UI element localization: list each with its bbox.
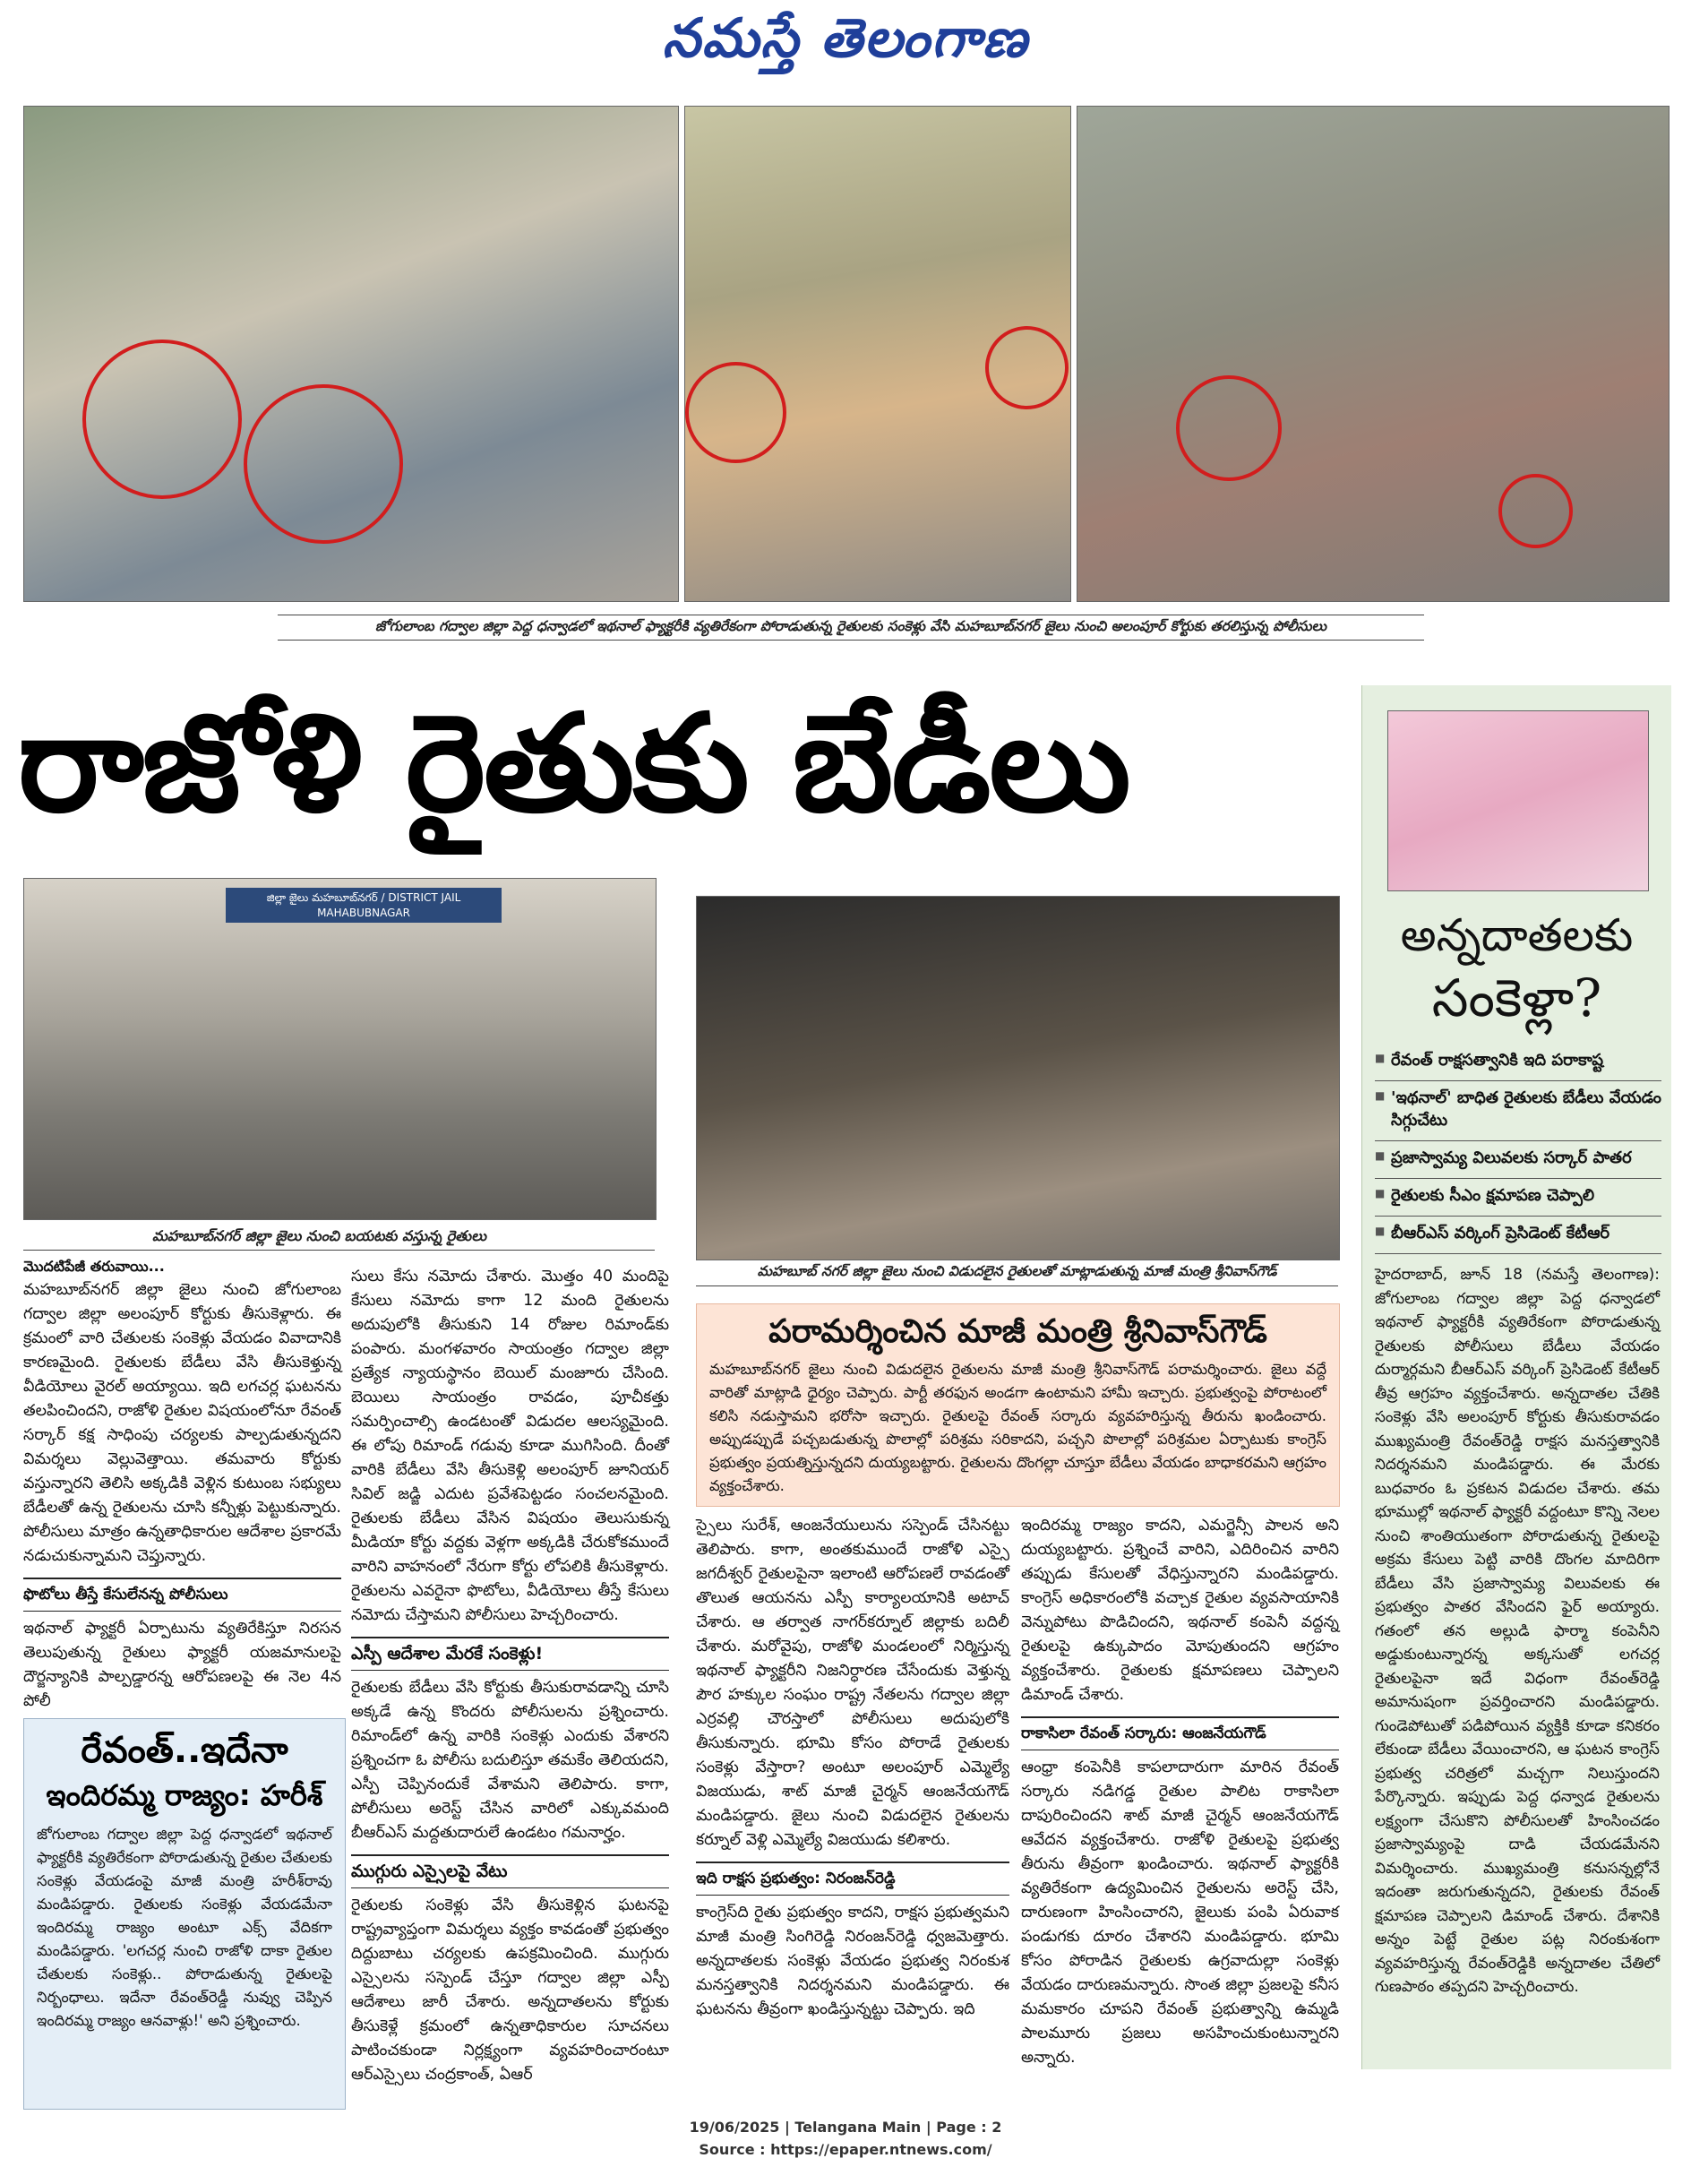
article-paragraph: సులు కేసు నమోదు చేశారు. మొత్తం 40 మందిపై కేసులు నమోదు కాగా 12 మంది రైతులను అదుపులోకి తీసుకుని 14 రోజుల రిమాండ్‌కు పంపారు. మంగళవారం సాయంత్రం గద్వాల జిల్లా ప్రత్యేక న్యాయస్థానం బెయిల్ మంజూరు చేసింది. బెయిలు సాయంత్రం రావడం, పూచీకత్తు సమర్పించాల్సి ఉండటంతో విడుదల ఆలస్యమైంది. ఈ లోపు రిమాండ్ గడువు కూడా ముగిసింది. దీంతో వారికి బేడీలు వేసి తీసుకెళ్లి అలంపూర్ జూనియర్ సివిల్ జడ్జి ఎదుట ప్రవేశపెట్టడం సంచలనమైంది. రైతులకు బేడీలు వేసిన విషయం తెలుసుకున్న మీడియా కోర్టు వద్దకు వెళ్లగా అక్కడికి చేరుకోకముందే వారిని వాహనంలో నేరుగా కోర్టు లోపలికి తీసుకెళ్లారు. రైతులను ఎవరైనా ఫొటోలు, వీడియోలు తీస్తే కేసులు నమోదు చేస్తామని పోలీసులు హెచ్చరించారు.	[351, 1268, 669, 1624]
top-photo-caption: జోగులాంబ గద్వాల జిల్లా పెద్ద ధన్వాడలో ఇథనాల్ ఫ్యాక్టరీకి వ్యతిరేకంగా పోరాడుతున్న రైతులకు సంకెళ్లు వేసి మహబూబ్‌నగర్ జైలు నుంచి అలంపూర్ కోర్టుకు తరలిస్తున్న పోలీసులు	[374, 618, 1327, 634]
harish-box-title-line1: రేవంత్..ఇదేనా	[81, 1730, 288, 1771]
article-paragraph: ఆంధ్రా కంపెనీకి కాపలాదారుగా మారిన రేవంత్ సర్కారు నడిగడ్డ రైతుల పాలిట రాకాసిలా దాపురించిందని శాట్ మాజీ చైర్మన్ ఆంజనేయగౌడ్ ఆవేదన వ్యక్తంచేశారు. రాజోళి రైతులపై ప్రభుత్వ తీరును తీవ్రంగా ఖండించారు. ఇథనాల్ ఫ్యాక్టరీకి వ్యతిరేకంగా ఉద్యమించిన రైతులను అరెస్ట్ చేసి, దారుణంగా హింసించారని, జైలుకు పంపి ఏరువాక పండుగకు దూరం చేశారని మండిపడ్డారు. భూమి కోసం పోరాడిన రైతులకు ఉగ్రవాదుల్లా సంకెళ్లు వేయడం దారుణమన్నారు. సొంత జిల్లా ప్రజలపై కనీస మమకారం చూపని రేవంత్ ప్రభుత్వాన్ని ఉమ్మడి పాలమూరు ప్రజలు అసహించుకుంటున్నారని అన్నారు.	[1021, 1758, 1339, 2067]
jail-sign: జిల్లా జైలు మహబూబ్‌నగర్ / DISTRICT JAIL MAHABUBNAGAR	[226, 888, 502, 923]
sidebar-bullet: ■ రేవంత్ రాక్షసత్వానికి ఇది పరాకాష్ట	[1375, 1044, 1661, 1081]
subheading: ముగ్గురు ఎస్సైలపై వేటు	[351, 1854, 669, 1888]
main-headline: రాజోళి రైతుకు బేడీలు	[18, 686, 1129, 842]
sidebar-bullets	[1375, 1044, 1661, 1254]
footer-date-edition: 19/06/2025 | Telangana Main | Page : 2	[689, 2119, 1002, 2136]
handcuff-highlight-circle	[1176, 375, 1282, 481]
article-paragraph: ఇందిరమ్మ రాజ్యం కాదని, ఎమర్జెన్సీ పాలన అని దుయ్యబట్టారు. ప్రశ్నించే వారిని, ఎదిరించిన వారిని తప్పుడు కేసులతో వేధిస్తున్నారని మండిపడ్డారు. కాంగ్రెస్ అధికారంలోకి వచ్చాక రైతుల వ్యవసాయానికి వెన్నుపోటు పొడిచిందని, ఇథనాల్ కంపెనీ వద్దన్న రైతులపై ఉక్కుపాదం మోపుతుందని ఆగ్రహం వ్యక్తంచేశారు. రైతులకు క్షమాపణలు చెప్పాలని డిమాండ్ చేశారు.	[1021, 1517, 1339, 1704]
article-column-4	[1021, 1514, 1339, 2070]
sidebar-title-line2: సంకెళ్లా?	[1431, 967, 1602, 1028]
sidebar-title-line1: అన్నదాతలకు	[1400, 909, 1634, 961]
harish-box-title-line2: ఇందిరమ్మ రాజ్యం: హరీశ్	[46, 1778, 323, 1812]
article-paragraph: మహబూబ్‌నగర్ జిల్లా జైలు నుంచి జోగులాంబ గద్వాల జిల్లా అలంపూర్ కోర్టుకు తీసుకెళ్లారు. ఈ క్రమంలో వారి చేతులకు సంకెళ్లు వేయడం వివాదానికి కారణమైంది. రైతులకు బేడీలు వేసి తీసుకెళ్తున్న వీడియోలు వైరల్ అయ్యాయి. ఇది లగచర్ల ఘటనను తలపించిందని, రాజోళి రైతుల విషయంలోనూ రేవంత్ సర్కార్ కక్ష సాధింపు చర్యలకు పాల్పడుతున్నదని విమర్శలు వెల్లువెత్తాయి. తమవారు కోర్టుకు వస్తున్నారని తెలిసి అక్కడికి వెళ్లిన కుటుంబ సభ్యులు బేడీలతో ఉన్న రైతులను చూసి కన్నీళ్లు పెట్టుకున్నారు. పోలీసులు మాత్రం ఉన్నతాధికారుల ఆదేశాల ప్రకారమే నడుచుకున్నామని చెప్తున్నారు.	[23, 1281, 341, 1565]
article-column-3	[696, 1514, 1009, 2022]
harish-rao-box	[23, 1718, 346, 2110]
srinivas-goud-photo-caption: మహబూబ్ నగర్ జిల్లా జైలు నుంచి విడుదలైన రైతులతో మాట్లాడుతున్న మాజీ మంత్రి శ్రీనివాస్‌గౌడ్	[757, 1263, 1277, 1279]
sidebar-bullet: ■ ప్రజాస్వామ్య విలువలకు సర్కార్ పాతర	[1375, 1141, 1661, 1179]
jail-photo-caption: మహబూబ్‌నగర్ జిల్లా జైలు నుంచి బయటకు వస్తున్న రైతులు	[152, 1227, 487, 1244]
sidebar-bullet: ■ 'ఇథనాల్' బాధిత రైతులకు బేడీలు వేయడం సిగ్గుచేటు	[1375, 1081, 1661, 1141]
subheading: ఎస్పీ ఆదేశాల మేరకే సంకెళ్లు!	[351, 1637, 669, 1671]
sidebar-body: హైదరాబాద్, జూన్ 18 (నమస్తే తెలంగాణ): జోగులాంబ గద్వాల జిల్లా పెద్ద ధన్వాడలో ఇథనాల్ ఫ్యాక్టరీకి వ్యతిరేకంగా పోరాడుతున్న రైతులకు పోలీసులు బేడీలు వేయడం దుర్మార్గమని బీఆర్ఎస్ వర్కింగ్ ప్రెసిడెంట్ కేటీఆర్ తీవ్ర ఆగ్రహం వ్యక్తంచేశారు. అన్నదాతల చేతికి సంకెళ్లు వేసి అలంపూర్ కోర్టుకు తీసుకురావడం ముఖ్యమంత్రి రేవంత్‌రెడ్డి రాక్షస మనస్తత్వానికి నిదర్శనమని మండిపడ్డారు. ఈ మేరకు బుధవారం ఓ ప్రకటన విడుదల చేశారు. తమ భూముల్లో ఇథనాల్ ఫ్యాక్టరీ వద్దంటూ కొన్ని నెలల నుంచి శాంతియుతంగా పోరాడుతున్న రైతులపై అక్రమ కేసులు పెట్టి వారికి దొంగల మాదిరిగా బేడీలు వేసి ప్రజాస్వామ్య విలువలకు ఈ ప్రభుత్వం పాతర వేసిందని ఫైర్ అయ్యారు. గతంలో తన అల్లుడి ఫార్మా కంపెనీని అడ్డుకుంటున్నారన్న అక్కసుతో లగచర్ల రైతులపైనా ఇదే విధంగా రేవంత్‌రెడ్డి అమానుషంగా ప్రవర్తించారని మండిపడ్డారు. గుండెపోటుతో పడిపోయిన వ్యక్తికి కూడా కనికరం లేకుండా బేడీలు వేయించారని, ఆ ఘటన కాంగ్రెస్ ప్రభుత్వ చరిత్రలో మచ్చగా నిలుస్తుందని పేర్కొన్నారు. ఇప్పుడు పెద్ద ధన్వాడ రైతులను లక్ష్యంగా చేసుకొని పోలీసులతో హింసించడం ప్రజాస్వామ్యంపై దాడి చేయడమేనని విమర్శించారు. ముఖ్యమంత్రి కనుసన్నల్లోనే ఇదంతా జరుగుతున్నదని, రైతులకు రేవంత్ క్షమాపణ చెప్పాలని డిమాండ్ చేశారు. దేశానికి అన్నం పెట్టే రైతుల పట్ల నిరంకుశంగా వ్యవహరిస్తున్న రేవంత్‌రెడ్డికి అన్నదాతల చేతిలో గుణపాఠం తప్పదని హెచ్చరించారు.	[1375, 1266, 1660, 1996]
article-paragraph: స్సైలు సురేశ్, ఆంజనేయులును సస్పెండ్ చేసినట్టు తెలిపారు. కాగా, అంతకుముందే రాజోళి ఎస్సై జగదీశ్వర్ రైతులపైనా ఇలాంటి ఆరోపణలే రావడంతో తొలుత ఆయనను ఎస్పీ కార్యాలయానికి అటాచ్ చేశారు. ఆ తర్వాత నాగర్‌కర్నూల్ జిల్లాకు బదిలీ చేశారు. మరోవైపు, రాజోళి మండలంలో నిర్మిస్తున్న ఇథనాల్ ఫ్యాక్టరీని నిజనిర్ధారణ చేసేందుకు వెళ్తున్న పౌర హక్కుల సంఘం రాష్ట్ర నేతలను గద్వాల జిల్లా ఎర్రవల్లి చౌరస్తాలో పోలీసులు అదుపులోకి తీసుకున్నారు. భూమి కోసం పోరాడే రైతులకు సంకెళ్లు వేస్తారా? అంటూ అలంపూర్ ఎమ్మెల్యే విజయుడు, శాట్ మాజీ చైర్మన్ ఆంజనేయగౌడ్ మండిపడ్డారు. జైలు నుంచి విడుదలైన రైతులను కర్నూల్ వెళ్లి ఎమ్మెల్యే విజయుడు కలిశారు.	[696, 1517, 1009, 1849]
article-paragraph: కాంగ్రెస్‌ది రైతు ప్రభుత్వం కాదని, రాక్షస ప్రభుత్వమని మాజీ మంత్రి సింగిరెడ్డి నిరంజన్‌రెడ్డి ధ్వజమెత్తారు. అన్నదాతలకు సంకెళ్లు వేయడం ప్రభుత్వ నిరంకుశ మనస్తత్వానికి నిదర్శనమని మండిపడ్డారు. ఈ ఘటనను తీవ్రంగా ఖండిస్తున్నట్టు చెప్పారు. ఇది	[696, 1904, 1009, 2018]
handcuff-highlight-circle	[82, 340, 242, 499]
harish-box-body: జోగులాంబ గద్వాల జిల్లా పెద్ద ధన్వాడలో ఇథనాల్ ఫ్యాక్టరీకి వ్యతిరేకంగా పోరాడుతున్న రైతుల చేతులకు సంకెళ్లు వేయడంపై మాజీ మంత్రి హరీశ్‌రావు మండిపడ్డారు. రైతులకు సంకెళ్లు వేయడమేనా ఇందిరమ్మ రాజ్యం అంటూ ఎక్స్ వేదికగా మండిపడ్డారు. 'లగచర్ల నుంచి రాజోళి దాకా రైతుల చేతులకు సంకెళ్లు.. పోరాడుతున్న రైతులపై నిర్బంధాలు. ఇదేనా రేవంత్‌రెడ్డీ నువ్వు చెప్పిన ఇందిరమ్మ రాజ్యం ఆనవాళ్లు!' అని ప్రశ్నించారు.	[37, 1826, 332, 2029]
srinivas-goud-box	[696, 1303, 1340, 1507]
article-paragraph: ఇథనాల్ ఫ్యాక్టరీ ఏర్పాటును వ్యతిరేకిస్తూ నిరసన తెలుపుతున్న రైతులు ఫ్యాక్టరీ యజమానులపై దౌర్జన్యానికి పాల్పడ్డారన్న ఆరోపణలపై ఈ నెల 4న పోలీ	[23, 1620, 341, 1710]
ktr-sidebar	[1361, 685, 1671, 2069]
subheading: ఫొటోలు తీస్తే కేసులేనన్న పోలీసులు	[23, 1578, 341, 1612]
srinivas-goud-box-body: మహబూబ్‌నగర్ జైలు నుంచి విడుదలైన రైతులను మాజీ మంత్రి శ్రీనివాస్‌గౌడ్ పరామర్శించారు. జైలు వద్దే వారితో మాట్లాడి ధైర్యం చెప్పారు. పార్టీ తరఫున అండగా ఉంటామని హామీ ఇచ్చారు. ప్రభుత్వంపై పోరాటంలో కలిసి నడుస్తామని భరోసా ఇచ్చారు. రైతులపై రేవంత్ సర్కారు వ్యవహరిస్తున్న తీరును ఖండించారు. అప్పుడప్పుడే పచ్చబడుతున్న పొలాల్లో పరిశ్రమ సరికాదని, పచ్చని పొలాల్లో పరిశ్రమల ఏర్పాటుకు కాంగ్రెస్ ప్రభుత్వం ప్రయత్నిస్తున్నదని దుయ్యబట్టారు. రైతులను దొంగల్లా చూస్తూ బేడీలు వేయడం బాధాకరమని ఆగ్రహం వ్యక్తంచేశారు.	[709, 1361, 1326, 1494]
subheading: రాకాసిలా రేవంత్ సర్కారు: ఆంజనేయగౌడ్	[1021, 1716, 1339, 1750]
handcuff-highlight-circle	[685, 362, 786, 463]
article-column-2	[351, 1265, 669, 2087]
top-photo-1	[23, 106, 679, 602]
handcuff-highlight-circle	[985, 326, 1069, 409]
footer-source: Source : https://epaper.ntnews.com/	[699, 2141, 992, 2158]
srinivas-goud-box-title: పరామర్శించిన మాజీ మంత్రి శ్రీనివాస్‌గౌడ్	[768, 1313, 1267, 1350]
jail-exit-photo	[23, 878, 657, 1220]
article-paragraph: రైతులకు బేడీలు వేసి కోర్టుకు తీసుకురావడాన్ని చూసి అక్కడే ఉన్న కొందరు పోలీసులను ప్రశ్నించారు. రిమాండ్‌లో ఉన్న వారికి సంకెళ్లు ఎందుకు వేశారని ప్రశ్నించగా ఓ పోలీసు బదులిస్తూ తమకేం తెలియదని, ఎస్పీ చెప్పినందుకే వేశామని తెలిపారు. కాగా, పోలీసులు అరెస్ట్ చేసిన వారిలో ఎక్కువమంది బీఆర్ఎస్ మద్దతుదారులే ఉండటం గమనార్హం.	[351, 1679, 669, 1842]
srinivas-goud-photo	[696, 896, 1340, 1260]
subheading: ఇది రాక్షస ప్రభుత్వం: నిరంజన్‌రెడ్డి	[696, 1862, 1009, 1896]
sidebar-bullet: ■ బీఆర్ఎస్ వర్కింగ్ ప్రెసిడెంట్ కేటీఆర్	[1375, 1217, 1661, 1254]
handcuff-highlight-circle	[1498, 474, 1573, 548]
newspaper-masthead: నమస్తే తెలంగాణ	[662, 7, 1029, 70]
sidebar-bullet: ■ రైతులకు సీఎం క్షమాపణ చెప్పాలి	[1375, 1179, 1661, 1217]
article-paragraph: రైతులకు సంకెళ్లు వేసి తీసుకెళ్లిన ఘటనపై రాష్ట్రవ్యాప్తంగా విమర్శలు వ్యక్తం కావడంతో ప్రభుత్వం దిద్దుబాటు చర్యలకు ఉపక్రమించింది. ముగ్గురు ఎస్సైలను సస్పెండ్ చేస్తూ గద్వాల జిల్లా ఎస్పీ ఆదేశాలు జారీ చేశారు. అన్నదాతలను కోర్టుకు తీసుకెళ్లే క్రమంలో ఉన్నతాధికారుల సూచనలు పాటించకుండా నిర్లక్ష్యంగా వ్యవహరించారంటూ ఆర్ఎస్సైలు చంద్రకాంత్, ఏఆర్	[351, 1896, 669, 2084]
top-photo-2	[684, 106, 1071, 602]
ktr-photo	[1387, 710, 1649, 891]
top-photo-3	[1077, 106, 1670, 602]
handcuff-highlight-circle	[244, 384, 403, 544]
article-column-1	[23, 1254, 341, 1714]
continued-kicker: మొదటిపేజీ తరువాయి...	[23, 1258, 165, 1275]
